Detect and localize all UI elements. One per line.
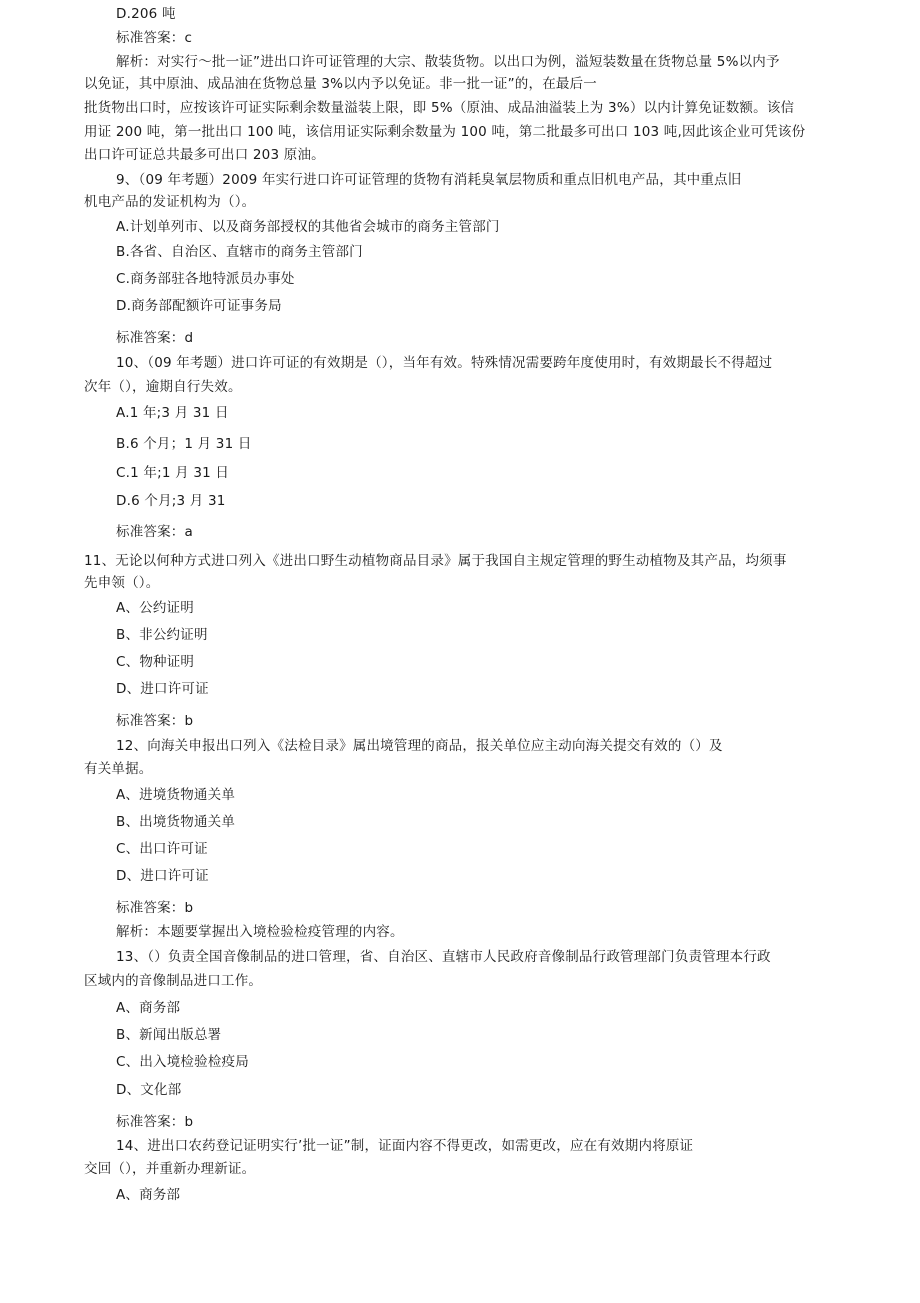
answer-line: 标准答案：a	[116, 524, 193, 540]
question-14: 14、进出口农药登记证明实行’批一证”制，证面内容不得更改，如需更改，应在有效期内将原证	[116, 1138, 694, 1154]
option-d: D、进口许可证	[116, 868, 209, 884]
option-c: C.1 年;1 月 31 日	[116, 465, 230, 481]
option-a: A、公约证明	[116, 600, 194, 616]
option-a: A、商务部	[116, 1000, 181, 1016]
option-c: C.商务部驻各地特派员办事处	[116, 271, 295, 287]
option-a: A、商务部	[116, 1187, 181, 1203]
option-a: A.1 年;3 月 31 日	[116, 405, 229, 421]
answer-line: 标准答案：b	[116, 713, 194, 729]
answer-line: 标准答案：c	[116, 30, 193, 46]
option-b: B、出境货物通关单	[116, 814, 236, 830]
option-c: C、出口许可证	[116, 841, 208, 857]
question-10-cont: 次年（），逾期自行失效。	[84, 379, 242, 395]
option-b: B.6 个月；1 月 31 日	[116, 436, 252, 452]
option-d: D.6 个月;3 月 31	[116, 493, 226, 509]
option-c: C、物种证明	[116, 654, 195, 670]
explanation-line: 用证 200 吨，第一批出口 100 吨，该信用证实际剩余数量为 100 吨，第二批最多可出口 103 吨,因此该企业可凭该份	[84, 124, 806, 140]
question-11-cont: 先申领（）。	[84, 575, 160, 591]
question-13: 13、（）负责全国音像制品的进口管理，省、自治区、直辖市人民政府音像制品行政管理部门负责管理本行政	[116, 949, 771, 965]
option-b: B、新闻出版总署	[116, 1027, 222, 1043]
question-14-cont: 交回（），并重新办理新证。	[84, 1161, 256, 1177]
answer-line: 标准答案：b	[116, 900, 194, 916]
question-12: 12、向海关申报出口列入《法检目录》属出境管理的商品，报关单位应主动向海关提交有效的（）及	[116, 738, 723, 754]
option-b: B、非公约证明	[116, 627, 208, 643]
option-a: A、进境货物通关单	[116, 787, 236, 803]
option-a: A.计划单列市、以及商务部授权的其他省会城市的商务主管部门	[116, 219, 500, 235]
question-9: 9、（09 年考题）2009 年实行进口许可证管理的货物有消耗臭氧层物质和重点旧机电产品，其中重点旧	[116, 172, 742, 188]
answer-line: 标准答案：d	[116, 330, 194, 346]
explanation-line: 以免证，其中原油、成品油在货物总量 3%以内予以免证。非一批一证”的，在最后一	[84, 76, 598, 92]
question-10: 10、（09 年考题）进口许可证的有效期是（），当年有效。特殊情况需要跨年度使用时，有效期最长不得超过	[116, 355, 773, 371]
explanation-line: 解析：对实行～批一证”进出口许可证管理的大宗、散装货物。以出口为例，溢短装数量在货物总量 5%以内予	[116, 54, 780, 70]
question-12-cont: 有关单据。	[84, 761, 153, 777]
explanation-line: 出口许可证总共最多可出口 203 原油。	[84, 147, 325, 163]
option-line: D.206 吨	[116, 6, 176, 22]
question-9-cont: 机电产品的发证机构为（）。	[84, 194, 256, 210]
option-d: D.商务部配额许可证事务局	[116, 298, 282, 314]
option-c: C、出入境检验检疫局	[116, 1054, 249, 1070]
explanation-line: 批货物出口时，应按该许可证实际剩余数量溢装上限，即 5%（原油、成品油溢装上为 3%）以内计算免证数额。该信	[84, 100, 795, 116]
option-d: D、进口许可证	[116, 681, 209, 697]
option-d: D、文化部	[116, 1082, 182, 1098]
option-b: B.各省、自治区、直辖市的商务主管部门	[116, 244, 363, 260]
question-13-cont: 区域内的音像制品进口工作。	[84, 973, 263, 989]
explanation-line: 解析：本题要掌握出入境检验检疫管理的内容。	[116, 924, 404, 940]
answer-line: 标准答案：b	[116, 1114, 194, 1130]
question-11: 11、无论以何种方式进口列入《进出口野生动植物商品目录》属于我国自主规定管理的野生动植物及其产品，均须事	[84, 553, 787, 569]
